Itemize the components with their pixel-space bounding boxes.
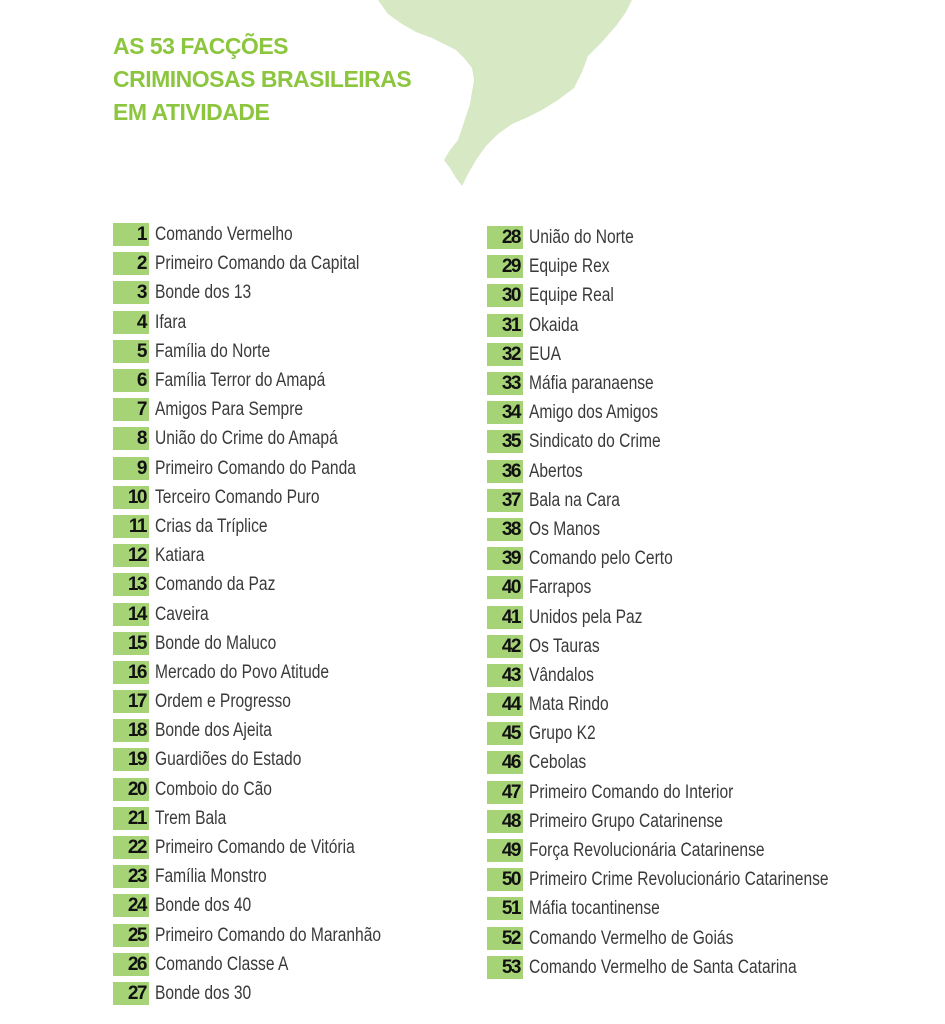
faction-name: Máfia tocantinense [529,898,660,920]
faction-item [113,424,431,453]
faction-name: Força Revolucionária Catarinense [529,840,765,862]
faction-item [113,921,431,950]
faction-number-badge: 43 [487,664,523,687]
faction-list-right [487,223,894,982]
faction-name: Comando Classe A [155,953,289,975]
faction-number-badge: 5 [113,340,149,363]
faction-item [487,515,894,544]
faction-number-badge: 25 [113,924,149,947]
faction-name: Primeiro Comando de Vitória [155,837,355,859]
faction-item [487,223,894,252]
faction-name: Máfia paranaense [529,373,654,395]
faction-item [487,602,894,631]
faction-number-badge: 42 [487,635,523,658]
faction-name: Mercado do Povo Atitude [155,661,330,683]
faction-number-badge: 50 [487,868,523,891]
faction-item [487,457,894,486]
faction-item [487,252,894,281]
faction-name: Família Monstro [155,866,267,888]
faction-list-left [113,220,431,1008]
faction-item [113,891,431,920]
faction-number-badge: 20 [113,778,149,801]
faction-name: Abertos [529,460,583,482]
faction-number-badge: 46 [487,751,523,774]
faction-number-badge: 39 [487,547,523,570]
faction-name: Grupo K2 [529,723,596,745]
faction-number-badge: 52 [487,927,523,950]
faction-item [487,427,894,456]
faction-item [487,311,894,340]
faction-name: Comando pelo Certo [529,548,673,570]
faction-number-badge: 41 [487,606,523,629]
faction-item [113,599,431,628]
faction-item [113,366,431,395]
faction-item [113,541,431,570]
faction-name: Os Tauras [529,635,600,657]
faction-number-badge: 37 [487,489,523,512]
faction-item [487,369,894,398]
faction-name: Farrapos [529,577,592,599]
faction-name: Comboio do Cão [155,778,272,800]
faction-item [487,398,894,427]
faction-name: Família Terror do Amapá [155,370,326,392]
faction-name: Cebolas [529,752,587,774]
title-line: CRIMINOSAS BRASILEIRAS [113,66,412,92]
faction-name: Comando Vermelho de Goiás [529,927,734,949]
faction-number-badge: 10 [113,486,149,509]
faction-item [113,395,431,424]
faction-number-badge: 31 [487,314,523,337]
faction-name: União do Norte [529,227,634,249]
faction-item [113,745,431,774]
faction-name: Bonde dos Ajeita [155,720,272,742]
faction-name: Equipe Real [529,285,614,307]
brazil-map-shape [378,0,632,186]
faction-name: Ifara [155,311,187,333]
faction-number-badge: 49 [487,839,523,862]
faction-name: Ordem e Progresso [155,691,291,713]
faction-name: Terceiro Comando Puro [155,486,320,508]
faction-item [113,804,431,833]
faction-number-badge: 44 [487,693,523,716]
faction-number-badge: 35 [487,430,523,453]
faction-number-badge: 48 [487,810,523,833]
faction-name: Unidos pela Paz [529,606,643,628]
faction-item [113,308,431,337]
faction-item [487,340,894,369]
faction-name: Equipe Rex [529,256,610,278]
faction-number-badge: 27 [113,982,149,1005]
faction-item [113,249,431,278]
faction-number-badge: 53 [487,956,523,979]
faction-name: Os Manos [529,518,601,540]
faction-number-badge: 23 [113,865,149,888]
faction-item [113,629,431,658]
faction-item [487,486,894,515]
faction-name: Amigo dos Amigos [529,402,659,424]
faction-name: Sindicato do Crime [529,431,661,453]
faction-item [113,862,431,891]
faction-number-badge: 36 [487,460,523,483]
faction-number-badge: 19 [113,748,149,771]
faction-number-badge: 28 [487,226,523,249]
faction-number-badge: 6 [113,369,149,392]
faction-item [487,924,894,953]
faction-item [113,658,431,687]
faction-name: Primeiro Grupo Catarinense [529,810,723,832]
faction-name: Família do Norte [155,340,271,362]
faction-item [487,865,894,894]
faction-name: União do Crime do Amapá [155,428,338,450]
faction-item [113,220,431,249]
faction-number-badge: 2 [113,252,149,275]
faction-number-badge: 26 [113,953,149,976]
faction-item [113,483,431,512]
faction-number-badge: 9 [113,457,149,480]
faction-number-badge: 15 [113,632,149,655]
faction-name: Guardiões do Estado [155,749,302,771]
faction-number-badge: 34 [487,401,523,424]
faction-number-badge: 14 [113,603,149,626]
faction-item [113,512,431,541]
faction-item [487,632,894,661]
faction-name: Comando da Paz [155,574,276,596]
faction-number-badge: 24 [113,894,149,917]
faction-number-badge: 3 [113,281,149,304]
faction-name: Bonde dos 30 [155,982,252,1004]
faction-item [113,454,431,483]
faction-number-badge: 45 [487,722,523,745]
faction-name: Caveira [155,603,209,625]
faction-number-badge: 12 [113,544,149,567]
faction-name: Bala na Cara [529,489,620,511]
faction-name: Primeiro Comando do Interior [529,781,734,803]
page-title [113,30,413,129]
faction-item [113,278,431,307]
faction-item [487,894,894,923]
faction-name: Bonde dos 40 [155,895,252,917]
faction-number-badge: 4 [113,311,149,334]
faction-number-badge: 47 [487,781,523,804]
faction-name: Crias da Tríplice [155,515,268,537]
faction-name: Katiara [155,545,205,567]
faction-number-badge: 33 [487,372,523,395]
faction-name: Trem Bala [155,807,227,829]
faction-number-badge: 11 [113,515,149,538]
faction-name: Bonde dos 13 [155,282,252,304]
faction-item [113,833,431,862]
faction-item [113,716,431,745]
faction-number-badge: 8 [113,427,149,450]
faction-number-badge: 16 [113,661,149,684]
faction-number-badge: 17 [113,690,149,713]
faction-item [487,544,894,573]
faction-number-badge: 40 [487,576,523,599]
faction-number-badge: 18 [113,719,149,742]
faction-name: Comando Vermelho de Santa Catarina [529,956,797,978]
faction-name: Mata Rindo [529,694,609,716]
faction-item [113,337,431,366]
faction-item [487,807,894,836]
title-line: AS 53 FACÇÕES [113,33,288,59]
faction-number-badge: 30 [487,284,523,307]
faction-number-badge: 22 [113,836,149,859]
faction-name: Primeiro Comando do Panda [155,457,356,479]
faction-name: Amigos Para Sempre [155,399,304,421]
faction-number-badge: 13 [113,573,149,596]
faction-name: EUA [529,343,562,365]
faction-item [113,950,431,979]
faction-name: Okaida [529,314,579,336]
faction-number-badge: 7 [113,398,149,421]
faction-item [487,778,894,807]
faction-number-badge: 1 [113,223,149,246]
faction-item [487,953,894,982]
faction-name: Primeiro Comando do Maranhão [155,924,382,946]
faction-number-badge: 29 [487,255,523,278]
faction-item [487,719,894,748]
faction-name: Primeiro Crime Revolucionário Catarinense [529,869,829,891]
faction-item [113,570,431,599]
faction-item [487,281,894,310]
title-line: EM ATIVIDADE [113,99,270,125]
faction-item [113,775,431,804]
faction-item [487,573,894,602]
faction-number-badge: 32 [487,343,523,366]
faction-name: Vândalos [529,664,594,686]
faction-item [487,836,894,865]
faction-item [487,661,894,690]
faction-item [487,690,894,719]
faction-number-badge: 38 [487,518,523,541]
faction-number-badge: 21 [113,807,149,830]
faction-item [113,687,431,716]
faction-name: Bonde do Maluco [155,632,277,654]
faction-item [113,979,431,1008]
faction-number-badge: 51 [487,897,523,920]
faction-item [487,748,894,777]
faction-name: Primeiro Comando da Capital [155,253,360,275]
faction-name: Comando Vermelho [155,224,293,246]
